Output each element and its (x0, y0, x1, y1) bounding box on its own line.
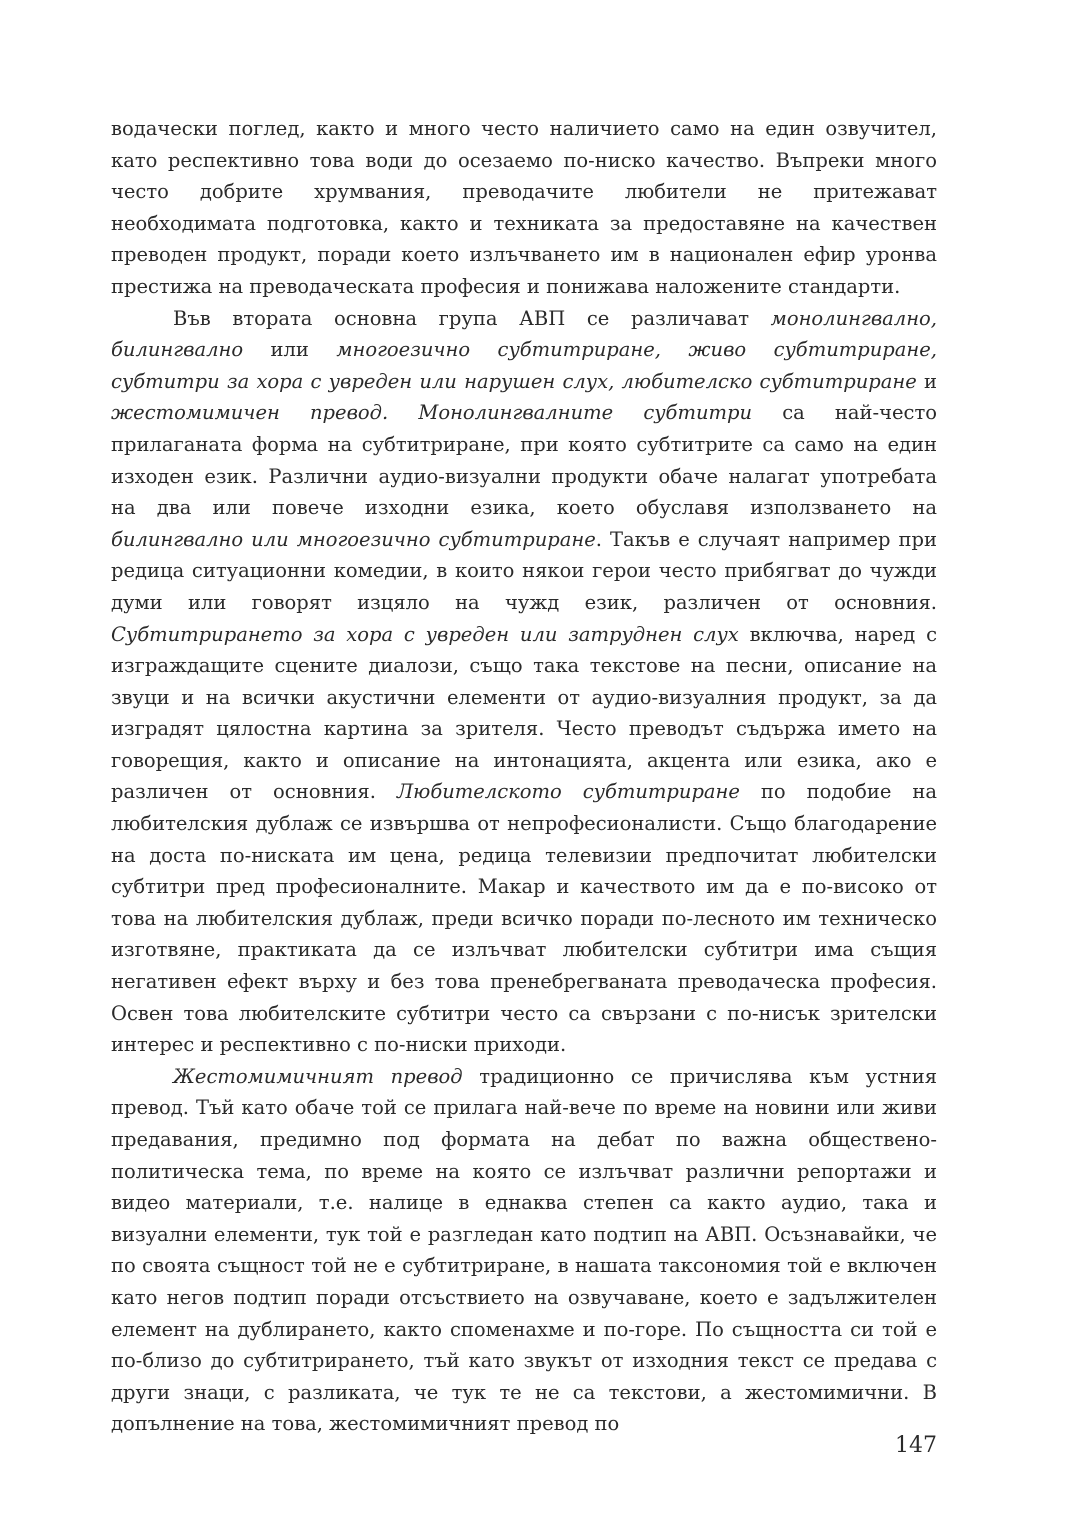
text-run: Във втората основна група АВП се различават (173, 306, 771, 330)
text-run: и (916, 369, 937, 393)
paragraph-2 (111, 303, 937, 1061)
text-run: са най-често прилаганата форма на субтитриране, при която субтитрите са само на един изходен език. Различни аудио-визуални продукти обаче налагат употребата на два или повече изходни езика, което обуславя използването на (111, 401, 937, 520)
italic-term: многоезично субтитриране, живо субтитриране, субтитри за хора с увреден или нарушен слух, любителско субтитриране (111, 338, 937, 393)
paragraph-3 (111, 1061, 937, 1440)
italic-term: жестомимичен превод. Монолингвалните субтитри (111, 401, 753, 425)
italic-term: монолингвално, билингвално (111, 306, 937, 362)
italic-term: Субтитрирането за хора с увреден или затруднен слух (111, 622, 739, 646)
text-run: по подобие на любителския дублаж се извършва от непрофесионалисти. Също благодарение на доста по-ниската им цена, редица телевизии предпочитат любителски субтитри пред професионалните. Макар и качеството им да е по-високо от това на любителския дублаж, преди всичко поради по-лесното им техническо изготвяне, практиката да се излъчват любителски субтитри има същия негативен ефект върху и без това пренебрегваната преводаческа професия. Освен това любителските субтитри често са свързани с по-нисък зрителски интерес и респективно с по-ниски приходи. (111, 780, 937, 1057)
text-run: . Такъв е случаят например при редица ситуационни комедии, в които някои герои често прибягват до чужди думи или говорят изцяло на чужд език, различен от основния. (111, 527, 938, 614)
italic-term: билингвално или многоезично субтитриране (111, 527, 596, 551)
italic-term: Любителското субтитриране (396, 780, 740, 804)
text-run: водачески поглед, както и много често наличието само на един озвучител, като респективно това води до осезаемо по-ниско качество. Въпреки много често добрите хрумвания, преводачите любители не притежават необходимата подготовка, както и техниката за предоставяне на качествен преводен продукт, поради което излъчването им в национален ефир уронва престижа на преводаческата професия и понижава наложените стандарти. (111, 117, 937, 298)
page-number: 147 (895, 1433, 937, 1458)
body-text (111, 113, 937, 1440)
text-run: или (243, 338, 337, 362)
paragraph-1 (111, 113, 937, 303)
text-run: традиционно се причислява към устния превод. Тъй като обаче той се прилага най-вече по време на новини или живи предавания, предимно под формата на дебат по важна обществено-политическа тема, по време на която се излъчват различни репортажи и видео материали, т.е. налице в еднаква степен са както аудио, така и визуални елементи, тук той е разгледан като подтип на АВП. Осъзнавайки, че по своята същност той не е субтитриране, в нашата таксономия той е включен като негов подтип поради отсъствието на озвучаване, което е задължителен елемент на дублирането, както споменахме и по-горе. По същността си той е по-близо до субтитрирането, тъй като звукът от изходния текст се предава с други знаци, с разликата, че тук те не са текстови, а жестомимични. В допълнение на това, жестомимичният превод по (111, 1064, 938, 1436)
italic-term: Жестомимичният превод (173, 1064, 463, 1088)
text-run: включва, наред с изграждащите сцените диалози, също така текстове на песни, описание на звуци и на всички акустични елементи от аудио-визуалния продукт, за да изградят цялостна картина за зрителя. Често преводът съдържа името на говорещия, както и описание на интонацията, акцента или езика, ако е различен от основния. (111, 622, 937, 804)
